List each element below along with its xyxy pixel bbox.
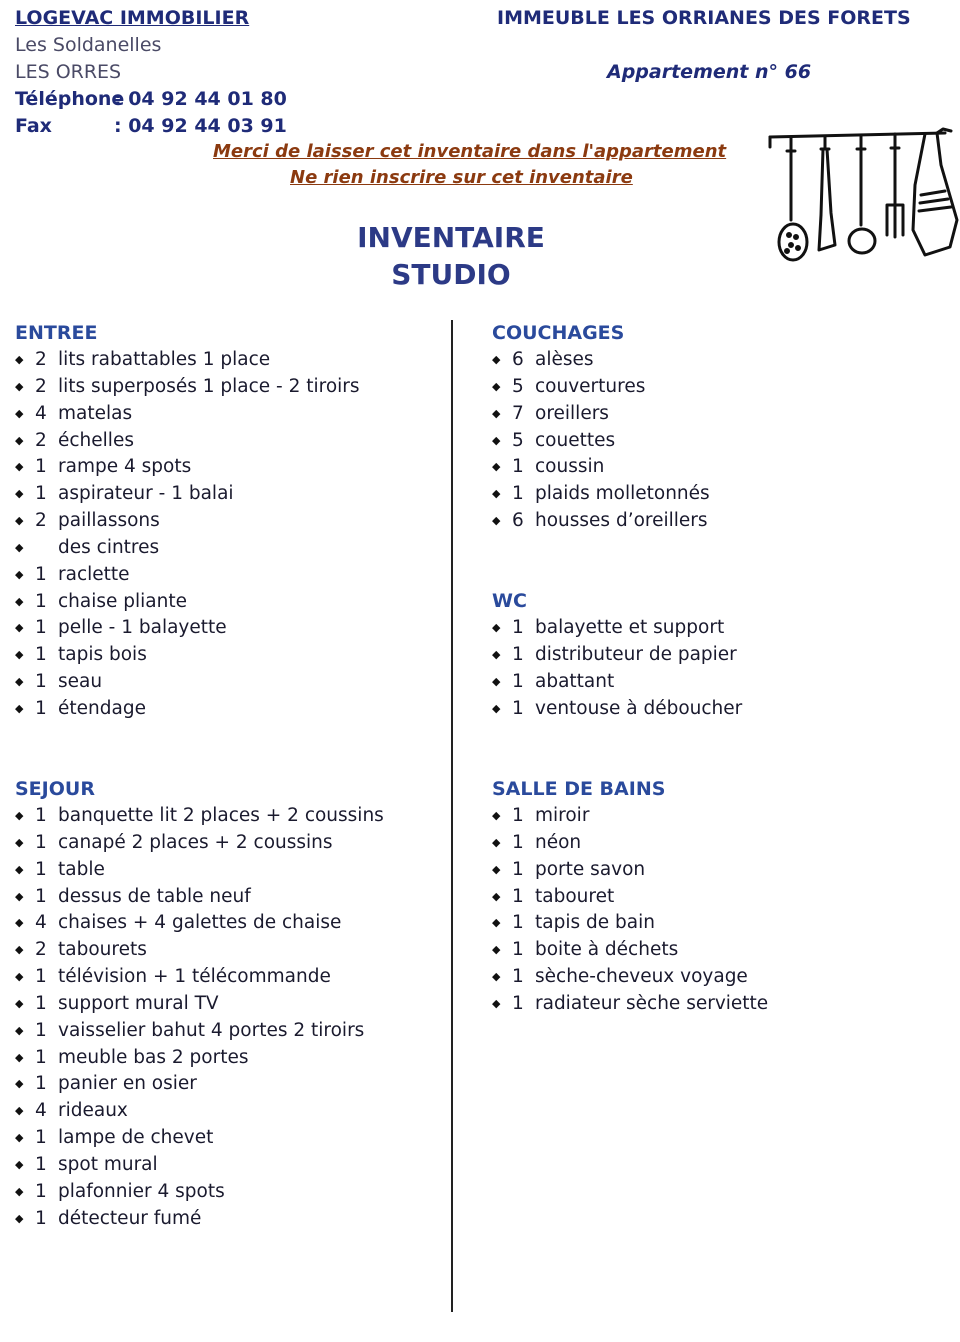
- item-label: couvertures: [535, 375, 646, 397]
- item-quantity: 1: [512, 966, 524, 988]
- list-item: [15, 428, 435, 455]
- item-label: chaises + 4 galettes de chaise: [58, 912, 342, 934]
- diamond-bullet-icon: ◆: [492, 809, 501, 822]
- list-item: [492, 347, 932, 374]
- item-label: seau: [58, 671, 103, 693]
- item-label: tabourets: [58, 939, 147, 961]
- diamond-bullet-icon: ◆: [15, 916, 24, 930]
- diamond-bullet-icon: ◆: [492, 621, 501, 634]
- diamond-bullet-icon: ◆: [15, 1050, 24, 1064]
- diamond-bullet-icon: ◆: [492, 647, 501, 661]
- item-quantity: 2: [35, 349, 47, 370]
- item-list: [492, 615, 932, 722]
- item-quantity: 1: [35, 966, 47, 988]
- diamond-bullet-icon: ◆: [15, 1157, 24, 1171]
- item-label: vaisselier bahut 4 portes 2 tiroirs: [58, 1019, 365, 1041]
- list-item: [492, 910, 932, 937]
- item-quantity: 2: [35, 939, 47, 961]
- list-item: [15, 589, 435, 616]
- item-quantity: 1: [35, 671, 47, 693]
- item-quantity: 1: [35, 590, 47, 612]
- diamond-bullet-icon: ◆: [15, 1211, 24, 1225]
- item-quantity: 1: [512, 831, 524, 853]
- item-quantity: 1: [35, 644, 47, 666]
- diamond-bullet-icon: ◆: [15, 514, 24, 528]
- section-entree: [15, 320, 435, 723]
- diamond-bullet-icon: ◆: [15, 970, 24, 984]
- item-quantity: 2: [35, 510, 47, 532]
- item-list: [492, 803, 932, 1018]
- list-item: [15, 991, 435, 1018]
- building-name: IMMEUBLE LES ORRIANES DES FORETS: [497, 7, 911, 29]
- item-quantity: 1: [512, 697, 524, 719]
- diamond-bullet-icon: ◆: [15, 406, 24, 420]
- list-item: [15, 642, 435, 669]
- item-label: pelle - 1 balayette: [58, 617, 227, 639]
- diamond-bullet-icon: ◆: [15, 835, 24, 849]
- item-quantity: 1: [35, 1046, 47, 1068]
- list-item: [15, 803, 435, 830]
- section-title: ENTREE: [15, 322, 98, 344]
- item-label: sèche-cheveux voyage: [535, 966, 748, 988]
- diamond-bullet-icon: ◆: [492, 943, 501, 957]
- diamond-bullet-icon: ◆: [15, 460, 24, 474]
- diamond-bullet-icon: ◆: [492, 996, 501, 1010]
- item-label: miroir: [535, 805, 590, 826]
- column-divider: [451, 320, 453, 1312]
- diamond-bullet-icon: ◆: [15, 540, 24, 554]
- list-item: [15, 937, 435, 964]
- item-label: néon: [535, 831, 582, 853]
- diamond-bullet-icon: ◆: [492, 487, 501, 501]
- list-item: [15, 562, 435, 589]
- diamond-bullet-icon: ◆: [15, 433, 24, 447]
- item-quantity: 1: [35, 992, 47, 1014]
- page-subtitle: STUDIO: [391, 258, 511, 291]
- item-quantity: 1: [512, 858, 524, 880]
- list-item: [15, 454, 435, 481]
- item-label: spot mural: [58, 1153, 158, 1175]
- diamond-bullet-icon: ◆: [492, 406, 501, 420]
- item-quantity: 1: [35, 1073, 47, 1095]
- item-label: radiateur sèche serviette: [535, 992, 769, 1014]
- item-label: plafonnier 4 spots: [58, 1180, 225, 1202]
- item-quantity: 1: [512, 805, 524, 826]
- list-item: [15, 1206, 435, 1233]
- item-label: paillassons: [58, 510, 160, 532]
- item-quantity: 1: [35, 483, 47, 505]
- section-title: SALLE DE BAINS: [492, 778, 666, 800]
- diamond-bullet-icon: ◆: [15, 1077, 24, 1091]
- list-item: [15, 964, 435, 991]
- list-item: [15, 1098, 435, 1125]
- page-title: INVENTAIRE: [357, 221, 545, 254]
- diamond-bullet-icon: ◆: [492, 514, 501, 528]
- item-quantity: 1: [35, 697, 47, 719]
- item-label: tapis de bain: [535, 912, 655, 934]
- item-quantity: 1: [35, 563, 47, 585]
- list-item: [15, 884, 435, 911]
- item-label: ventouse à déboucher: [535, 697, 743, 719]
- list-item: [492, 454, 932, 481]
- notice-do-not-write: Ne rien inscrire sur cet inventaire: [290, 167, 633, 188]
- item-quantity: 1: [512, 939, 524, 961]
- item-list: [15, 347, 435, 723]
- list-item: [492, 857, 932, 884]
- item-label: abattant: [535, 670, 615, 692]
- item-quantity: 1: [35, 1180, 47, 1202]
- list-item: [15, 910, 435, 937]
- item-quantity: 2: [35, 429, 47, 451]
- list-item: [492, 481, 932, 508]
- item-quantity: 1: [35, 1207, 47, 1229]
- list-item: [15, 669, 435, 696]
- list-item: [15, 374, 435, 401]
- item-label: distributeur de papier: [535, 643, 737, 665]
- diamond-bullet-icon: ◆: [492, 889, 501, 903]
- address-line-1: Les Soldanelles: [15, 34, 162, 56]
- item-quantity: 1: [35, 1127, 47, 1149]
- list-item: [15, 347, 435, 374]
- diamond-bullet-icon: ◆: [15, 379, 24, 393]
- item-quantity: 2: [35, 375, 47, 397]
- list-item: [492, 696, 932, 723]
- diamond-bullet-icon: ◆: [492, 862, 501, 876]
- item-label: plaids molletonnés: [535, 483, 710, 505]
- list-item: [15, 857, 435, 884]
- item-label: housses d’oreillers: [535, 510, 708, 532]
- item-quantity: 1: [35, 885, 47, 907]
- item-quantity: 1: [512, 992, 524, 1014]
- fax-label: Fax: [15, 115, 52, 137]
- diamond-bullet-icon: ◆: [492, 353, 501, 366]
- section-title: COUCHAGES: [492, 322, 625, 344]
- item-quantity: 5: [512, 375, 524, 397]
- list-item: [15, 1152, 435, 1179]
- diamond-bullet-icon: ◆: [15, 701, 24, 715]
- list-item: [15, 830, 435, 857]
- item-label: coussin: [535, 456, 605, 478]
- list-item: [15, 615, 435, 642]
- item-label: canapé 2 places + 2 coussins: [58, 831, 333, 853]
- item-label: chaise pliante: [58, 590, 187, 612]
- item-quantity: 1: [35, 831, 47, 853]
- list-item: [15, 1179, 435, 1206]
- item-quantity: 7: [512, 402, 524, 424]
- item-quantity: 4: [35, 912, 47, 934]
- item-quantity: 1: [35, 1153, 47, 1175]
- item-label: échelles: [58, 429, 134, 451]
- diamond-bullet-icon: ◆: [492, 970, 501, 984]
- item-quantity: 1: [35, 1019, 47, 1041]
- list-item: [492, 803, 932, 830]
- diamond-bullet-icon: ◆: [15, 996, 24, 1010]
- diamond-bullet-icon: ◆: [15, 675, 24, 689]
- item-label: matelas: [58, 402, 133, 424]
- diamond-bullet-icon: ◆: [492, 460, 501, 474]
- diamond-bullet-icon: ◆: [492, 379, 501, 393]
- diamond-bullet-icon: ◆: [15, 353, 24, 366]
- diamond-bullet-icon: ◆: [15, 862, 24, 876]
- apartment-number: Appartement n° 66: [607, 61, 812, 83]
- item-list: [15, 803, 435, 1233]
- item-quantity: 6: [512, 349, 524, 370]
- phone-number: : 04 92 44 01 80: [114, 88, 287, 110]
- list-item: [15, 1045, 435, 1072]
- item-quantity: 1: [512, 483, 524, 505]
- diamond-bullet-icon: ◆: [15, 487, 24, 501]
- list-item: [492, 991, 932, 1018]
- list-item: [15, 1071, 435, 1098]
- item-label: support mural TV: [58, 992, 219, 1014]
- list-item: [492, 669, 932, 696]
- item-label: panier en osier: [58, 1073, 197, 1095]
- diamond-bullet-icon: ◆: [492, 433, 501, 447]
- item-label: détecteur fumé: [58, 1207, 202, 1229]
- diamond-bullet-icon: ◆: [15, 567, 24, 581]
- item-label: rampe 4 spots: [58, 456, 192, 478]
- diamond-bullet-icon: ◆: [15, 1104, 24, 1118]
- item-label: table: [58, 858, 105, 880]
- section-title: SEJOUR: [15, 778, 95, 800]
- item-label: des cintres: [58, 536, 160, 558]
- list-item: [15, 1018, 435, 1045]
- diamond-bullet-icon: ◆: [492, 916, 501, 930]
- diamond-bullet-icon: ◆: [15, 889, 24, 903]
- item-quantity: 4: [35, 1100, 47, 1122]
- item-label: rideaux: [58, 1100, 128, 1122]
- list-item: [492, 374, 932, 401]
- list-item: [492, 964, 932, 991]
- diamond-bullet-icon: ◆: [15, 594, 24, 608]
- item-quantity: 1: [512, 885, 524, 907]
- item-quantity: 1: [512, 456, 524, 478]
- list-item: [492, 830, 932, 857]
- list-item: [492, 884, 932, 911]
- item-quantity: 1: [35, 456, 47, 478]
- list-item: [15, 535, 435, 562]
- item-label: lampe de chevet: [58, 1127, 214, 1149]
- section-couchages: [492, 320, 932, 535]
- item-label: porte savon: [535, 858, 646, 880]
- item-quantity: 1: [512, 643, 524, 665]
- item-label: télévision + 1 télécommande: [58, 966, 331, 988]
- diamond-bullet-icon: ◆: [15, 648, 24, 662]
- item-label: oreillers: [535, 402, 609, 424]
- item-label: boite à déchets: [535, 939, 679, 961]
- item-label: meuble bas 2 portes: [58, 1046, 249, 1068]
- diamond-bullet-icon: ◆: [15, 1184, 24, 1198]
- item-label: raclette: [58, 563, 130, 585]
- list-item: [15, 401, 435, 428]
- agency-name: LOGEVAC IMMOBILIER: [15, 7, 250, 29]
- list-item: [15, 481, 435, 508]
- item-list: [492, 347, 932, 535]
- list-item: [15, 508, 435, 535]
- section-wc: [492, 588, 932, 722]
- item-label: alèses: [535, 349, 594, 370]
- diamond-bullet-icon: ◆: [15, 1023, 24, 1037]
- kitchen-utensils-icon: [765, 125, 960, 270]
- section-salle-de-bains: [492, 776, 932, 1018]
- phone-label: Téléphone: [15, 88, 125, 110]
- diamond-bullet-icon: ◆: [492, 701, 501, 715]
- diamond-bullet-icon: ◆: [15, 1131, 24, 1145]
- item-quantity: 1: [512, 912, 524, 934]
- list-item: [15, 696, 435, 723]
- address-line-2: LES ORRES: [15, 61, 122, 83]
- fax-number: : 04 92 44 03 91: [114, 115, 287, 137]
- diamond-bullet-icon: ◆: [492, 674, 501, 688]
- item-quantity: 1: [35, 805, 47, 826]
- item-label: lits rabattables 1 place: [58, 349, 271, 370]
- item-quantity: 5: [512, 429, 524, 451]
- item-quantity: 1: [35, 858, 47, 880]
- notice-leave-inventory: Merci de laisser cet inventaire dans l'appartement: [213, 141, 727, 162]
- list-item: [15, 1125, 435, 1152]
- list-item: [492, 401, 932, 428]
- item-label: lits superposés 1 place - 2 tiroirs: [58, 375, 360, 397]
- list-item: [492, 428, 932, 455]
- item-label: balayette et support: [535, 617, 725, 638]
- diamond-bullet-icon: ◆: [15, 943, 24, 957]
- diamond-bullet-icon: ◆: [15, 621, 24, 635]
- item-quantity: 1: [512, 617, 524, 638]
- item-quantity: 1: [512, 670, 524, 692]
- item-label: dessus de table neuf: [58, 885, 251, 907]
- list-item: [492, 615, 932, 642]
- item-label: étendage: [58, 697, 146, 719]
- list-item: [492, 937, 932, 964]
- item-label: aspirateur - 1 balai: [58, 483, 234, 505]
- section-sejour: [15, 776, 435, 1233]
- item-label: tabouret: [535, 885, 615, 907]
- item-label: tapis bois: [58, 644, 147, 666]
- item-label: couettes: [535, 429, 616, 451]
- item-quantity: 1: [35, 617, 47, 639]
- item-quantity: 4: [35, 402, 47, 424]
- item-quantity: 6: [512, 510, 524, 532]
- section-title: WC: [492, 590, 527, 612]
- diamond-bullet-icon: ◆: [492, 835, 501, 849]
- list-item: [492, 642, 932, 669]
- list-item: [492, 508, 932, 535]
- item-label: banquette lit 2 places + 2 coussins: [58, 805, 384, 826]
- diamond-bullet-icon: ◆: [15, 809, 24, 822]
